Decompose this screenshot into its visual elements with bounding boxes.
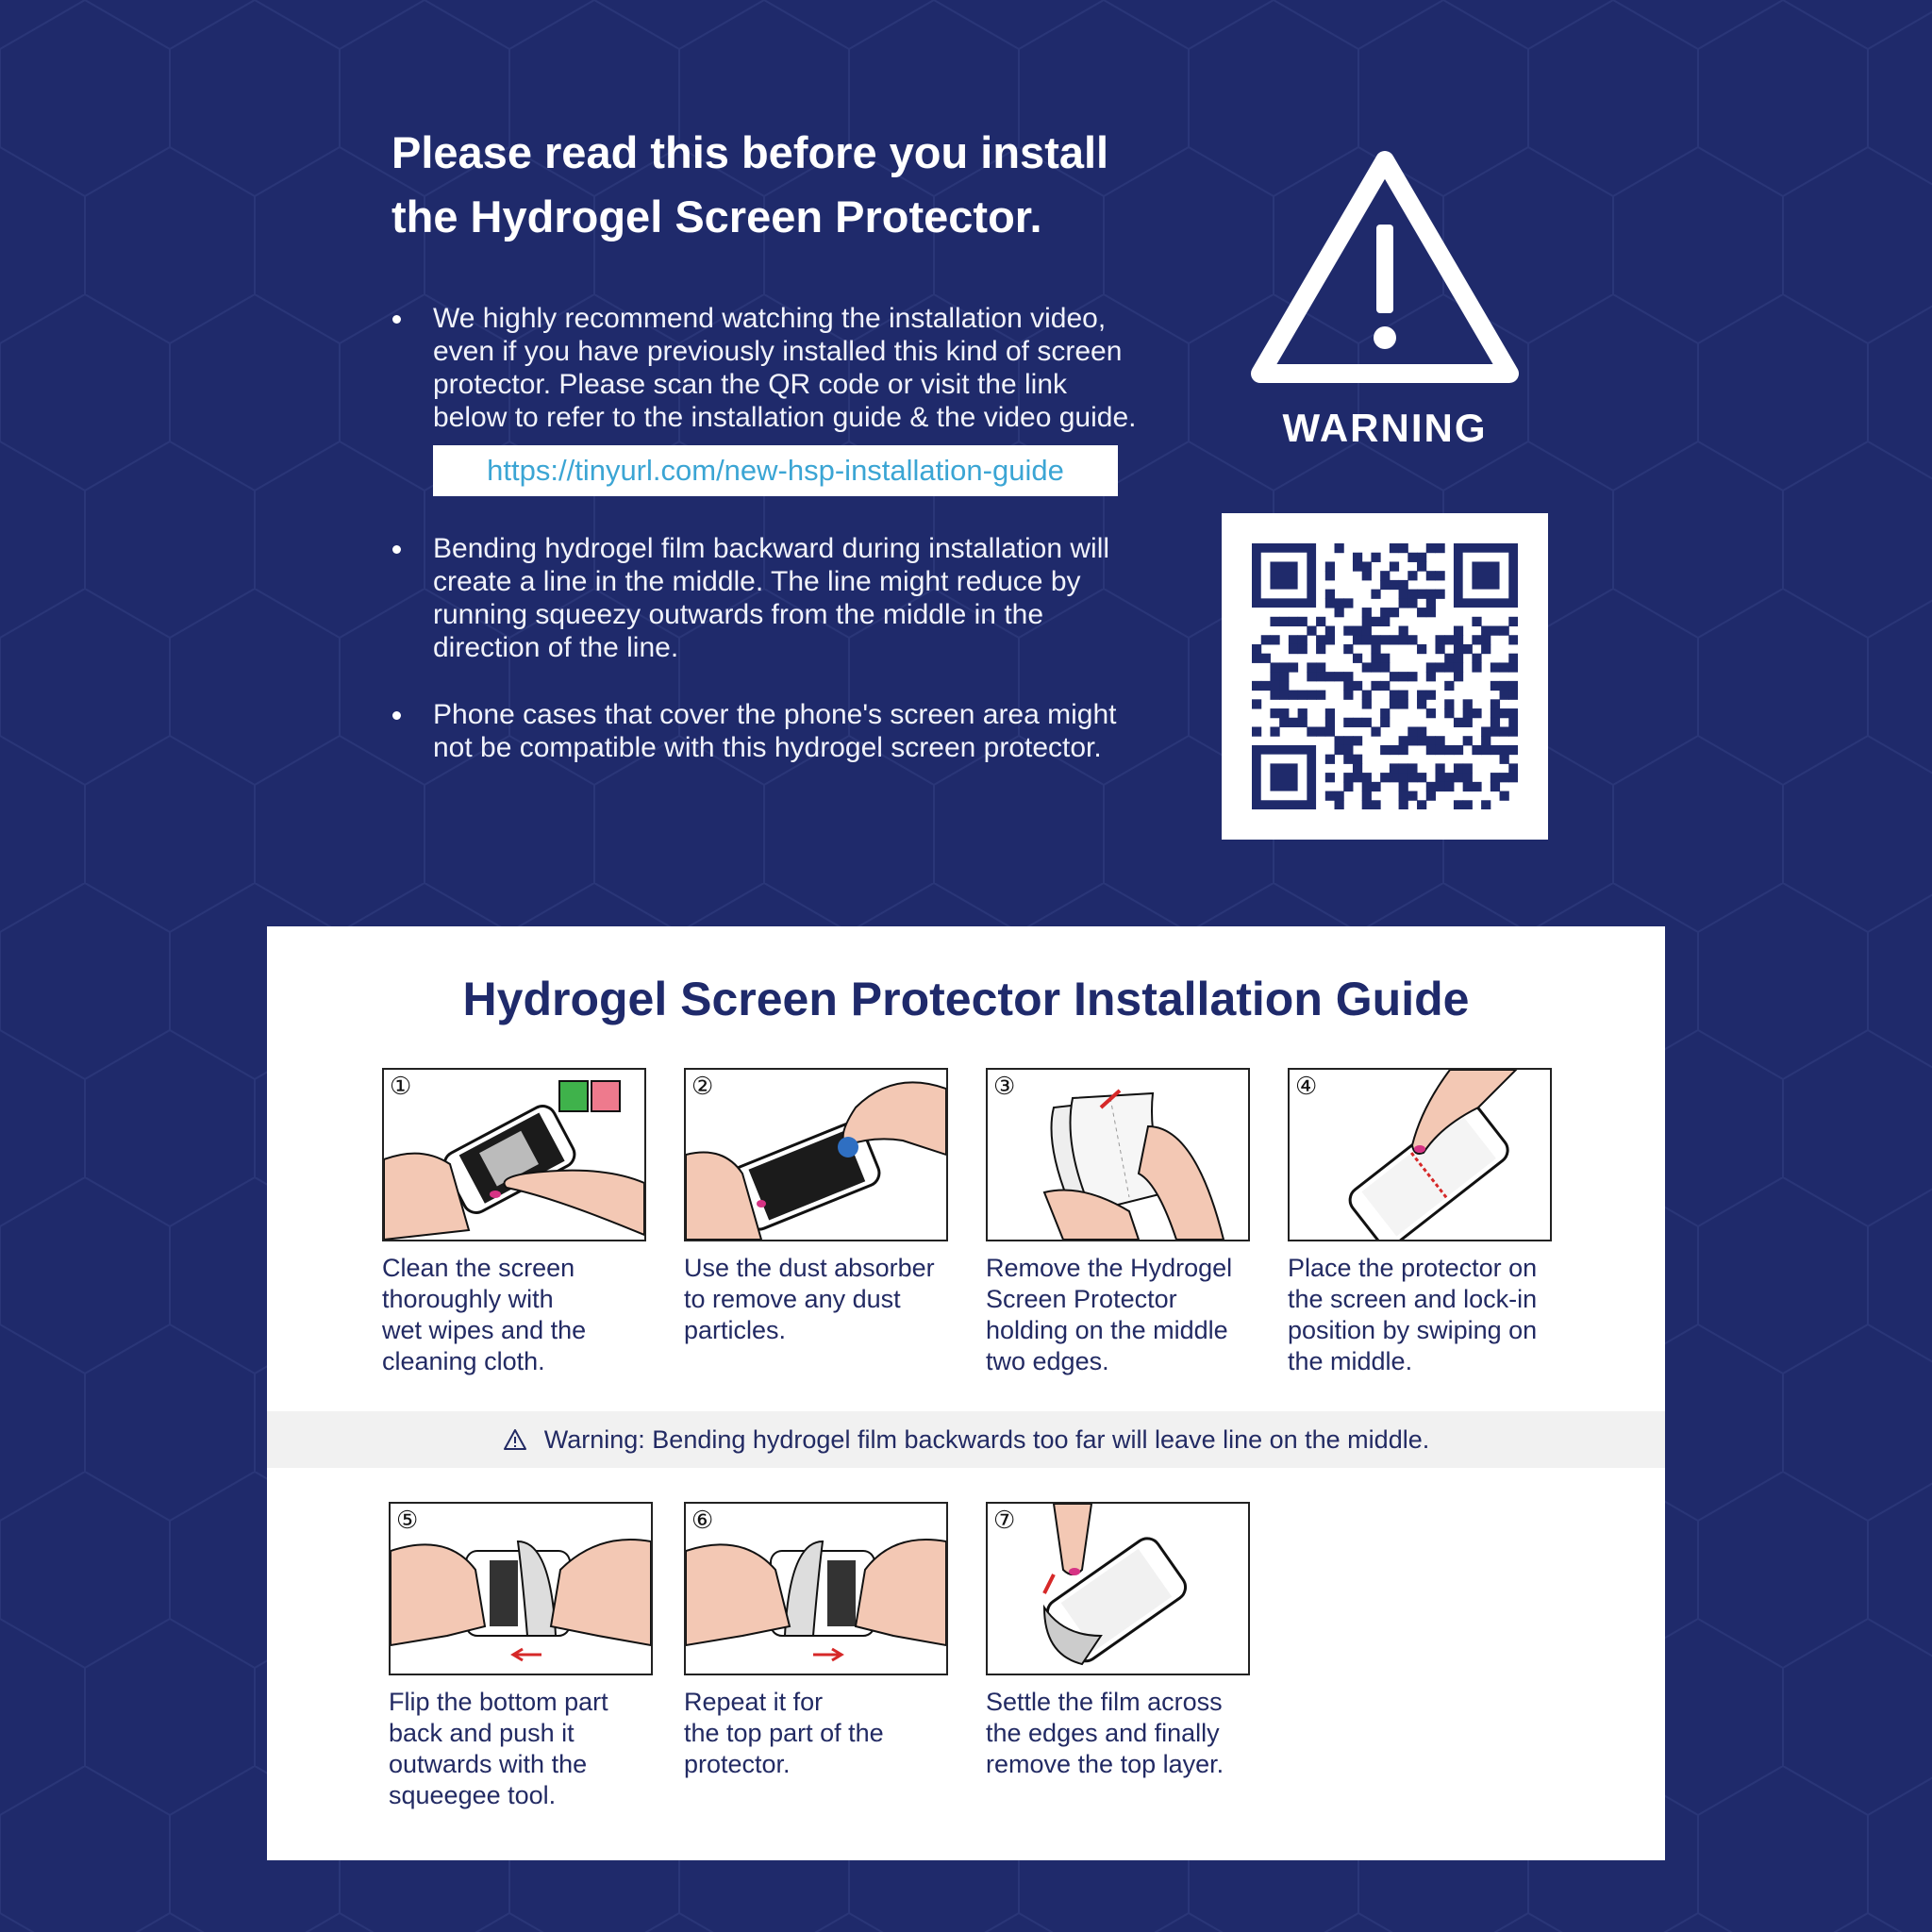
page-title: Please read this before you install the Hydrogel Screen Protector. [391,127,1109,242]
qr-code[interactable] [1222,513,1548,840]
note-item-phone-cases [391,698,1146,764]
installation-guide-panel [267,926,1665,1860]
step-7 [986,1502,1250,1780]
note-item-video [391,302,1146,434]
step-6-illustration [684,1502,948,1675]
notes-list [391,302,1146,764]
step-2-illustration [684,1068,948,1241]
note-text: Bending hydrogel film backward during installation will create a line in the middle. The line might reduce by running squeezy outwards from the middle in the direction of the line. [433,533,1110,663]
installation-guide-link[interactable]: https://tinyurl.com/new-hsp-installation-guide [487,454,1064,487]
step-caption: Flip the bottom part back and push it outwards with the squeegee tool. [389,1688,608,1809]
step-caption: Use the dust absorber to remove any dust particles. [684,1254,935,1344]
note-item-bending [391,532,1146,664]
step-5-illustration [389,1502,653,1675]
step-4 [1288,1068,1552,1377]
svg-text:⑤: ⑤ [396,1506,419,1534]
step-caption: Clean the screen thoroughly with wet wipes and the cleaning cloth. [382,1254,587,1375]
top-section [0,0,1932,924]
guide-title: Hydrogel Screen Protector Installation Guide [462,973,1470,1025]
step-3-illustration [986,1068,1250,1241]
note-text: Phone cases that cover the phone's screen area might not be compatible with this hydrogel screen protector. [433,699,1117,763]
step-4-illustration [1288,1068,1552,1241]
note-text: We highly recommend watching the installation video, even if you have previously installed this kind of screen protector. Please scan the QR code or visit the link below to refer to the installation guide & the video guide. [433,303,1137,433]
step-3 [986,1068,1250,1377]
step-caption: Settle the film across the edges and finally remove the top layer. [986,1688,1224,1778]
step-number: ① [390,1072,412,1100]
svg-text:③: ③ [993,1072,1016,1100]
warning-triangle-icon [1243,140,1526,394]
warning-bar-text: Warning: Bending hydrogel film backwards too far will leave line on the middle. [543,1424,1430,1454]
svg-text:②: ② [691,1072,714,1100]
step-6 [684,1502,948,1780]
step-2 [684,1068,948,1346]
step-7-illustration [986,1502,1250,1675]
step-5 [389,1502,653,1811]
step-caption: Repeat it for the top part of the protector. [684,1688,884,1778]
bending-warning-bar [267,1411,1665,1468]
qr-code-graphic [1252,543,1518,809]
warning-label: WARNING [1282,406,1488,450]
step-1 [382,1068,646,1377]
step-1-illustration [382,1068,646,1241]
step-caption: Remove the Hydrogel Screen Protector holding on the middle two edges. [986,1254,1233,1375]
svg-text:⑦: ⑦ [993,1506,1016,1534]
svg-text:④: ④ [1295,1072,1318,1100]
warning-icon [503,1428,527,1451]
svg-text:⑥: ⑥ [691,1506,714,1534]
guide-link-box [433,445,1118,496]
step-caption: Place the protector on the screen and lock-in position by swiping on the middle. [1288,1254,1538,1375]
